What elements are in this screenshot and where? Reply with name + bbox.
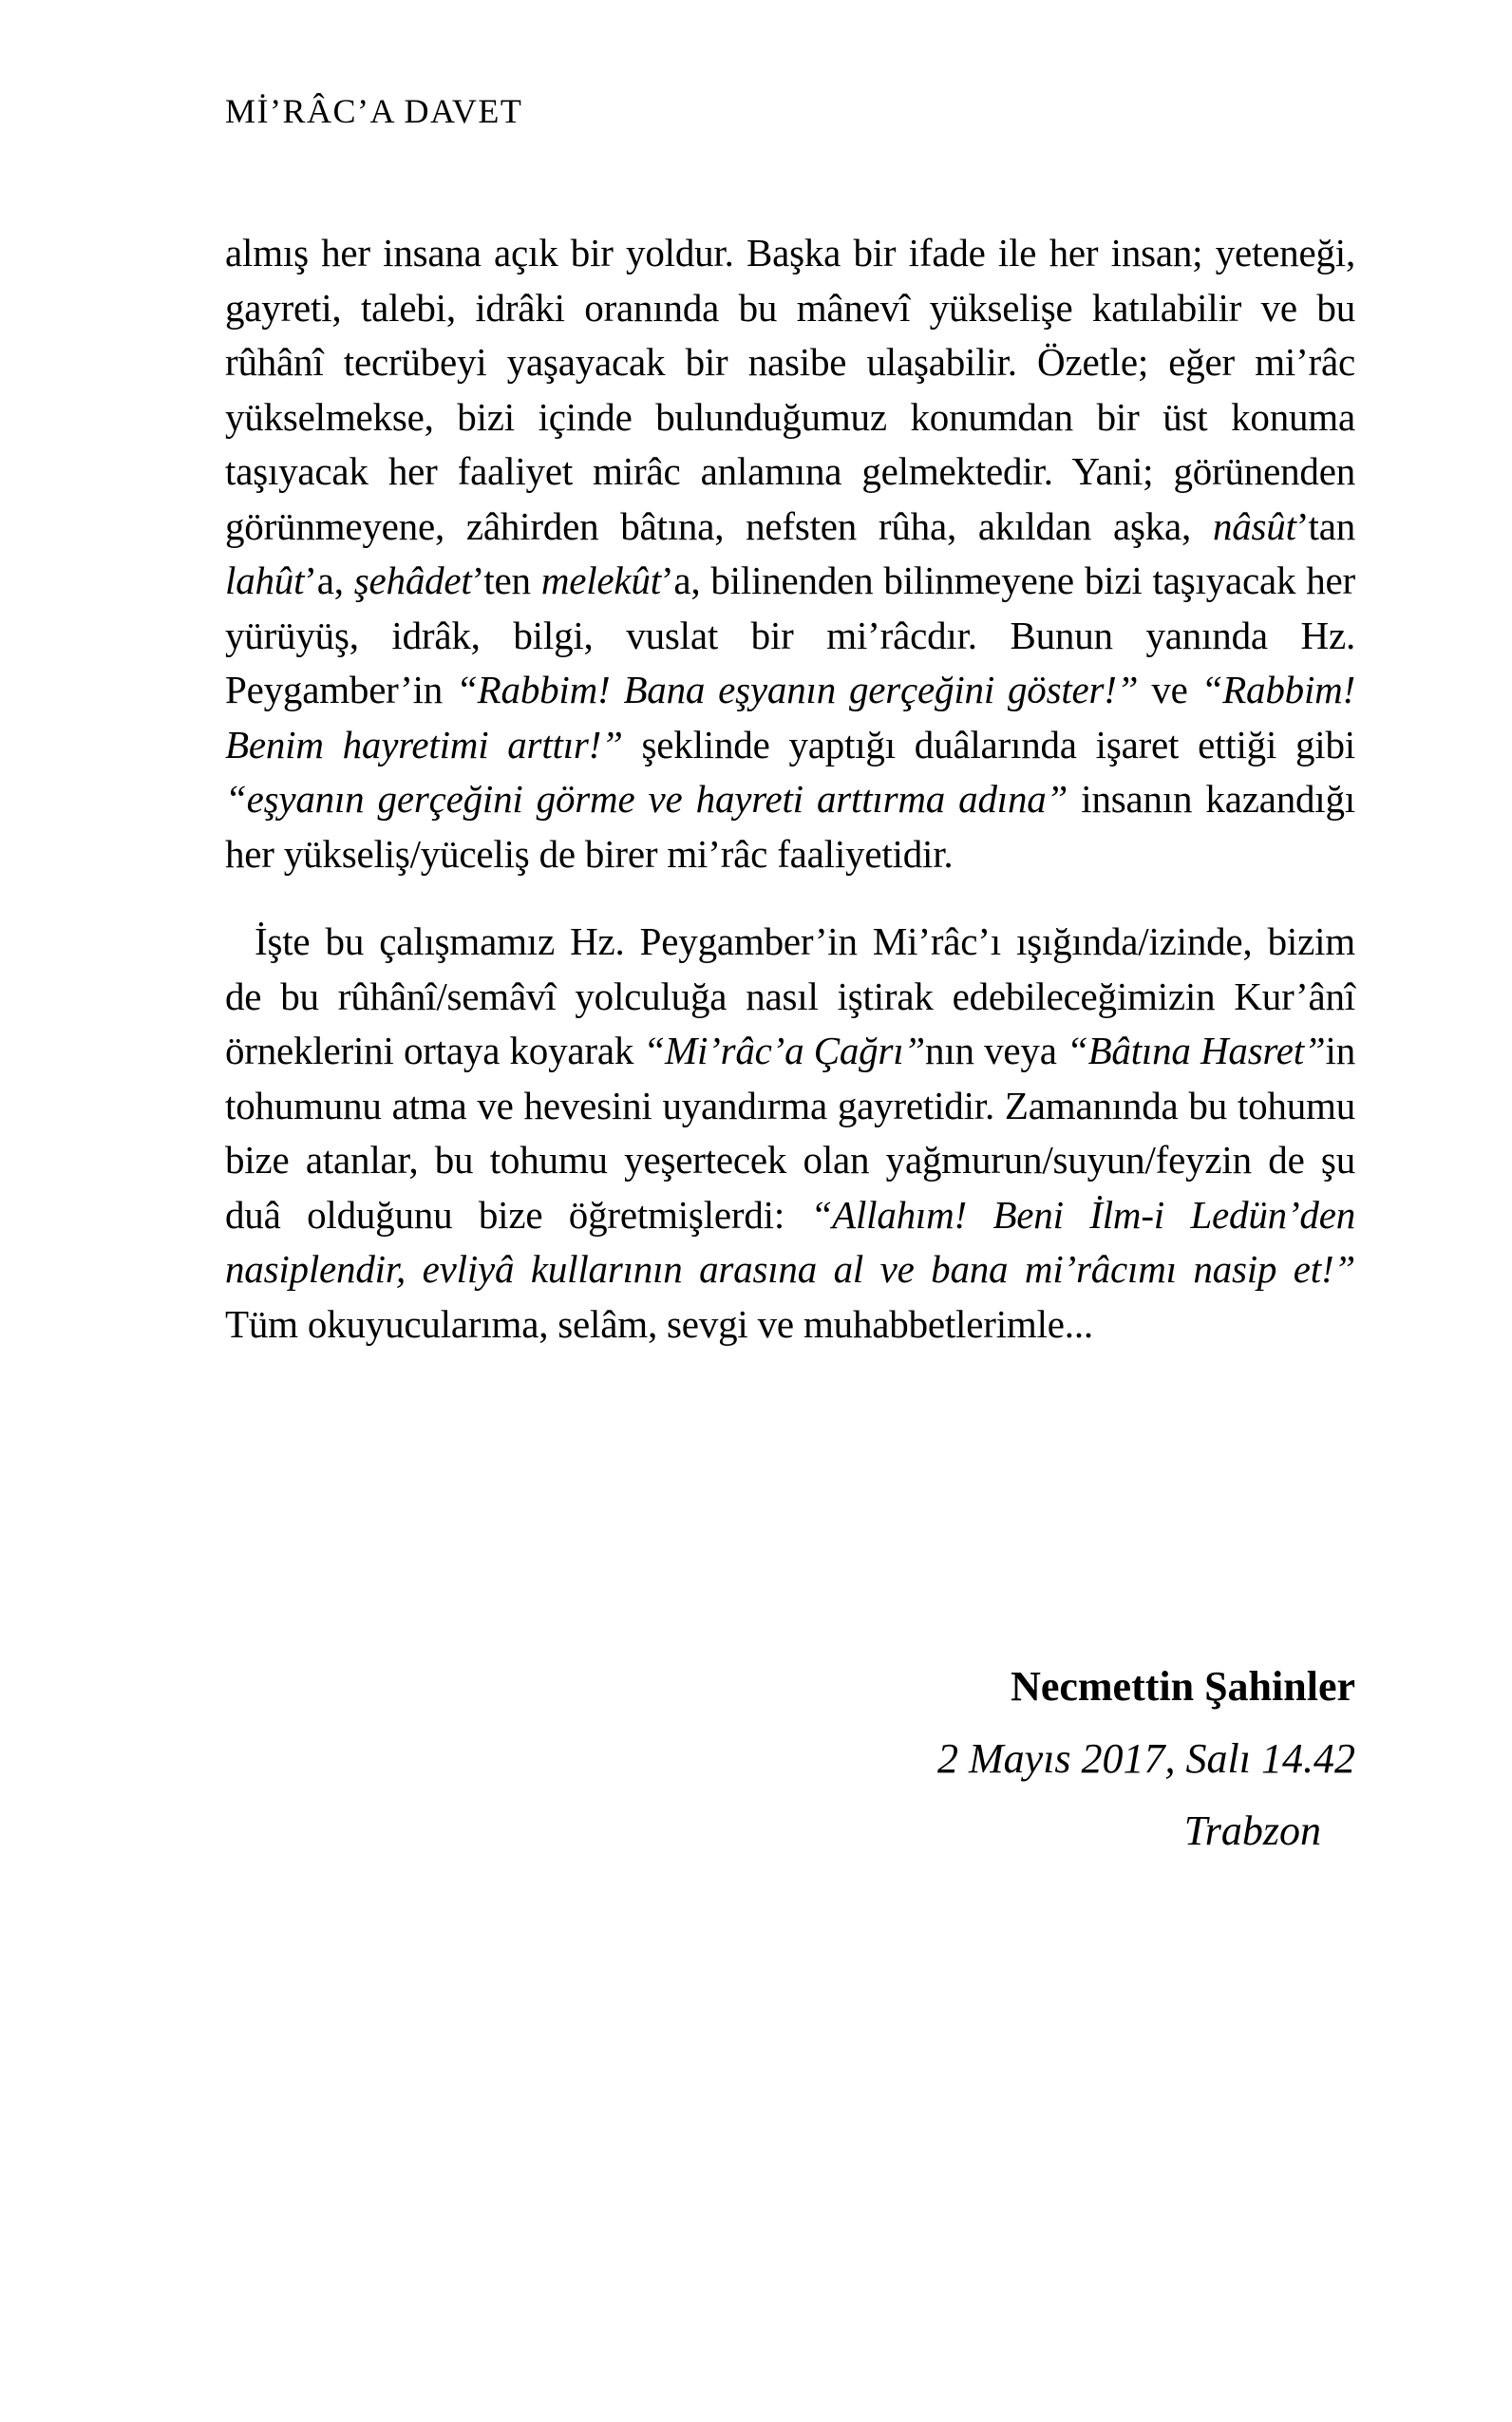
- text-run: ’tan: [1295, 503, 1355, 548]
- text-run: nâsût: [1212, 503, 1296, 548]
- text-run: “Rabbim! Bana eşyanın gerçeğini göster!”: [456, 668, 1139, 711]
- paragraph: [225, 226, 1355, 881]
- running-header: Mİ’RÂC’A DAVET: [225, 92, 523, 130]
- signature-place: Trabzon: [1183, 1807, 1321, 1854]
- text-run: ’a,: [304, 558, 354, 602]
- text-run: “Allahım! Beni İlm-i Ledün’den nasiplendir, evliyâ kullarının arasına al ve bana mi’râcımı nasip et!”: [225, 1192, 1356, 1291]
- text-run: almış her insana açık bir yoldur. Başka bir ifade ile her insan; yeteneği, gayreti, talebi, idrâki oranında bu mânevî yükselişe katılabilir ve bu rûhânî tecrübeyi yaşayacak bir nasibe ulaşabilir. Özetle; eğer mi’râc yükselmekse, bizi içinde bulunduğumuz konumdan bir üst konuma taşıyacak her faaliyet mirâc anlamına gelmektedir. Yani; görünenden görünmeyene, zâhirden bâtına, nefsten rûha, akıldan aşka,: [225, 231, 1355, 548]
- text-run: İşte bu çalışmamız Hz. Peygamber’in Mi’râc’ı ışığında/izinde, bizim de bu rûhânî/semâvî yolculuğa nasıl iştirak edebileceğimizin Kur’ânî örneklerini ortaya koyarak: [225, 919, 1355, 1072]
- text-run: “eşyanın gerçeğini görme ve hayreti arttırma adına”: [225, 777, 1068, 821]
- text-run: Tüm okuyucularıma, selâm, sevgi ve muhabbetlerimle...: [225, 1301, 1093, 1346]
- signature-date: 2 Mayıs 2017, Salı 14.42: [937, 1735, 1355, 1782]
- text-run: melekût: [540, 558, 661, 602]
- text-run: “Bâtına Hasret”: [1066, 1029, 1326, 1072]
- text-run: in tohumunu atma ve hevesini uyandırma gayretidir. Zamanında bu tohumu bize atanlar, bu tohumu yeşertecek olan yağmurun/suyun/feyzin de şu duâ olduğunu bize öğretmişlerdi:: [225, 1029, 1355, 1237]
- paragraph: [225, 915, 1355, 1352]
- body-text: [225, 226, 1355, 1352]
- text-run: nın veya: [925, 1029, 1067, 1072]
- signature-block: [225, 1651, 1355, 1867]
- text-run: insanın kazandığı her yükseliş/yüceliş de birer mi’râc faaliyetidir.: [225, 777, 1355, 876]
- signature-name: Necmettin Şahinler: [1011, 1663, 1355, 1710]
- text-run: lahût: [225, 558, 305, 602]
- text-run: ’ten: [471, 558, 541, 602]
- text-run: “Mi’râc’a Çağrı”: [643, 1029, 926, 1072]
- text-run: “Rabbim! Benim hayretimi arttır!”: [225, 668, 1355, 766]
- text-run: şehâdet: [353, 558, 472, 602]
- text-run: ’a, bilinenden bilinmeyene bizi taşıyacak her yürüyüş, idrâk, bilgi, vuslat bir mi’râcdır. Bunun yanında Hz. Peygamber’in: [225, 558, 1355, 711]
- text-run: ve: [1138, 668, 1201, 711]
- text-run: şeklinde yaptığı duâlarında işaret ettiği gibi: [622, 722, 1355, 766]
